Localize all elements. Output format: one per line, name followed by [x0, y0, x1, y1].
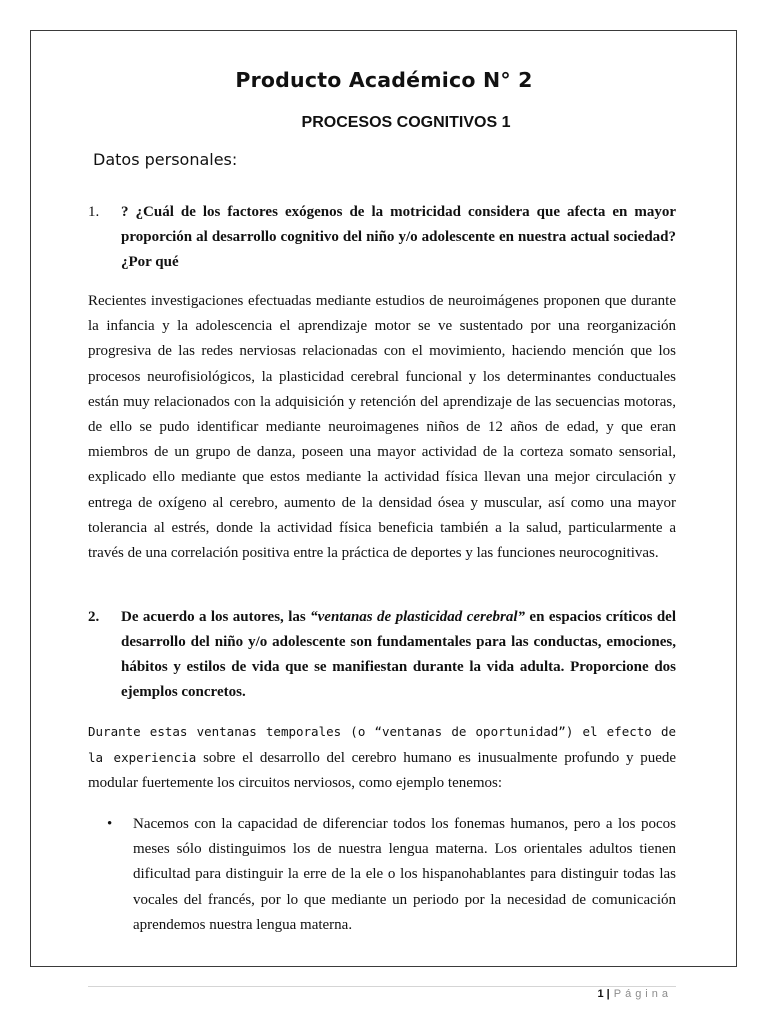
- question-1-number: 1.: [88, 204, 100, 220]
- document-title: Producto Académico N° 2: [235, 68, 533, 92]
- footer-page-number: 1: [597, 988, 604, 1000]
- document-subtitle: PROCESOS COGNITIVOS 1: [301, 114, 511, 131]
- question-1-text: ? ¿Cuál de los factores exógenos de la motricidad considera que afecta en mayor proporción al desarrollo cognitivo del niño y/o adolescente en nuestra actual sociedad? ¿Por qué: [121, 204, 676, 270]
- answer-2-first-line: Durante estas ventanas temporales (o “ventanas de oportunidad”) el efecto de la experiencia: [88, 724, 676, 766]
- bullet-item-1: [107, 812, 676, 938]
- question-2-text-before: De acuerdo a los autores, las: [121, 609, 311, 625]
- bullet-item-1-text: Nacemos con la capacidad de diferenciar todos los fonemas humanos, pero a los pocos meses sólo distinguimos los de nuestra lengua materna. Los orientales adultos tienen dificultad para distinguir la erre de la ele o los hispanohablantes para distinguir todas las vocales del francés, por lo que mediante un periodo por la necesidad de comunicación aprendemos nuestra lengua materna.: [133, 816, 676, 933]
- footer-separator: |: [606, 988, 610, 1000]
- answer-2-rest: sobre el desarrollo del cerebro humano es inusualmente profundo y puede modular fuertemente los circuitos nerviosos, como ejemplo tenemos:: [88, 750, 677, 792]
- section-label-personal-data: Datos personales:: [93, 150, 238, 169]
- question-2: [88, 605, 676, 705]
- page-footer: [598, 988, 672, 1000]
- question-2-text-after: en espacios críticos del desarrollo del niño y/o adolescente son fundamentales para las conductas, emociones, hábitos y estilos de vida que se manifiestan durante la vida adulta. Proporcione dos ejemplos concretos.: [121, 609, 676, 700]
- answer-2-paragraph: [88, 719, 676, 797]
- question-2-number: 2.: [88, 609, 100, 625]
- question-2-text: [88, 605, 676, 705]
- answer-1-paragraph: Recientes investigaciones efectuadas mediante estudios de neuroimágenes proponen que durante la infancia y la adolescencia el aprendizaje motor se ve sustentado por una reorganización progresiva de las redes nerviosas relacionadas con el movimiento, haciendo mención que los procesos neurofisiológicos, la plasticidad cerebral funcional y los determinantes conductuales están muy relacionados con la adquisición y retención del aprendizaje de las secuencias motoras, de ello se pudo identificar mediante neuroimagenes niños de 12 años de edad, y que eran miembros de un grupo de danza, poseen una mayor actividad de la corteza somato sensorial, explicado ello mediante que estos mediante la actividad física llevan una mejor circulación y entrega de oxígeno al cerebro, aumento de la densidad ósea y muscular, así como una mayor tolerancia al estrés, donde la actividad física beneficia también a la salud, particularmente a través de una correlación positiva entre la práctica de deportes y las funciones neurocognitivas.: [88, 293, 676, 562]
- bullet-symbol: •: [107, 816, 113, 832]
- footer-divider: [88, 986, 676, 987]
- footer-page-word: Página: [613, 988, 672, 1000]
- question-2-emphasis: “ventanas de plasticidad cerebral”: [310, 609, 526, 625]
- question-1: [88, 200, 676, 275]
